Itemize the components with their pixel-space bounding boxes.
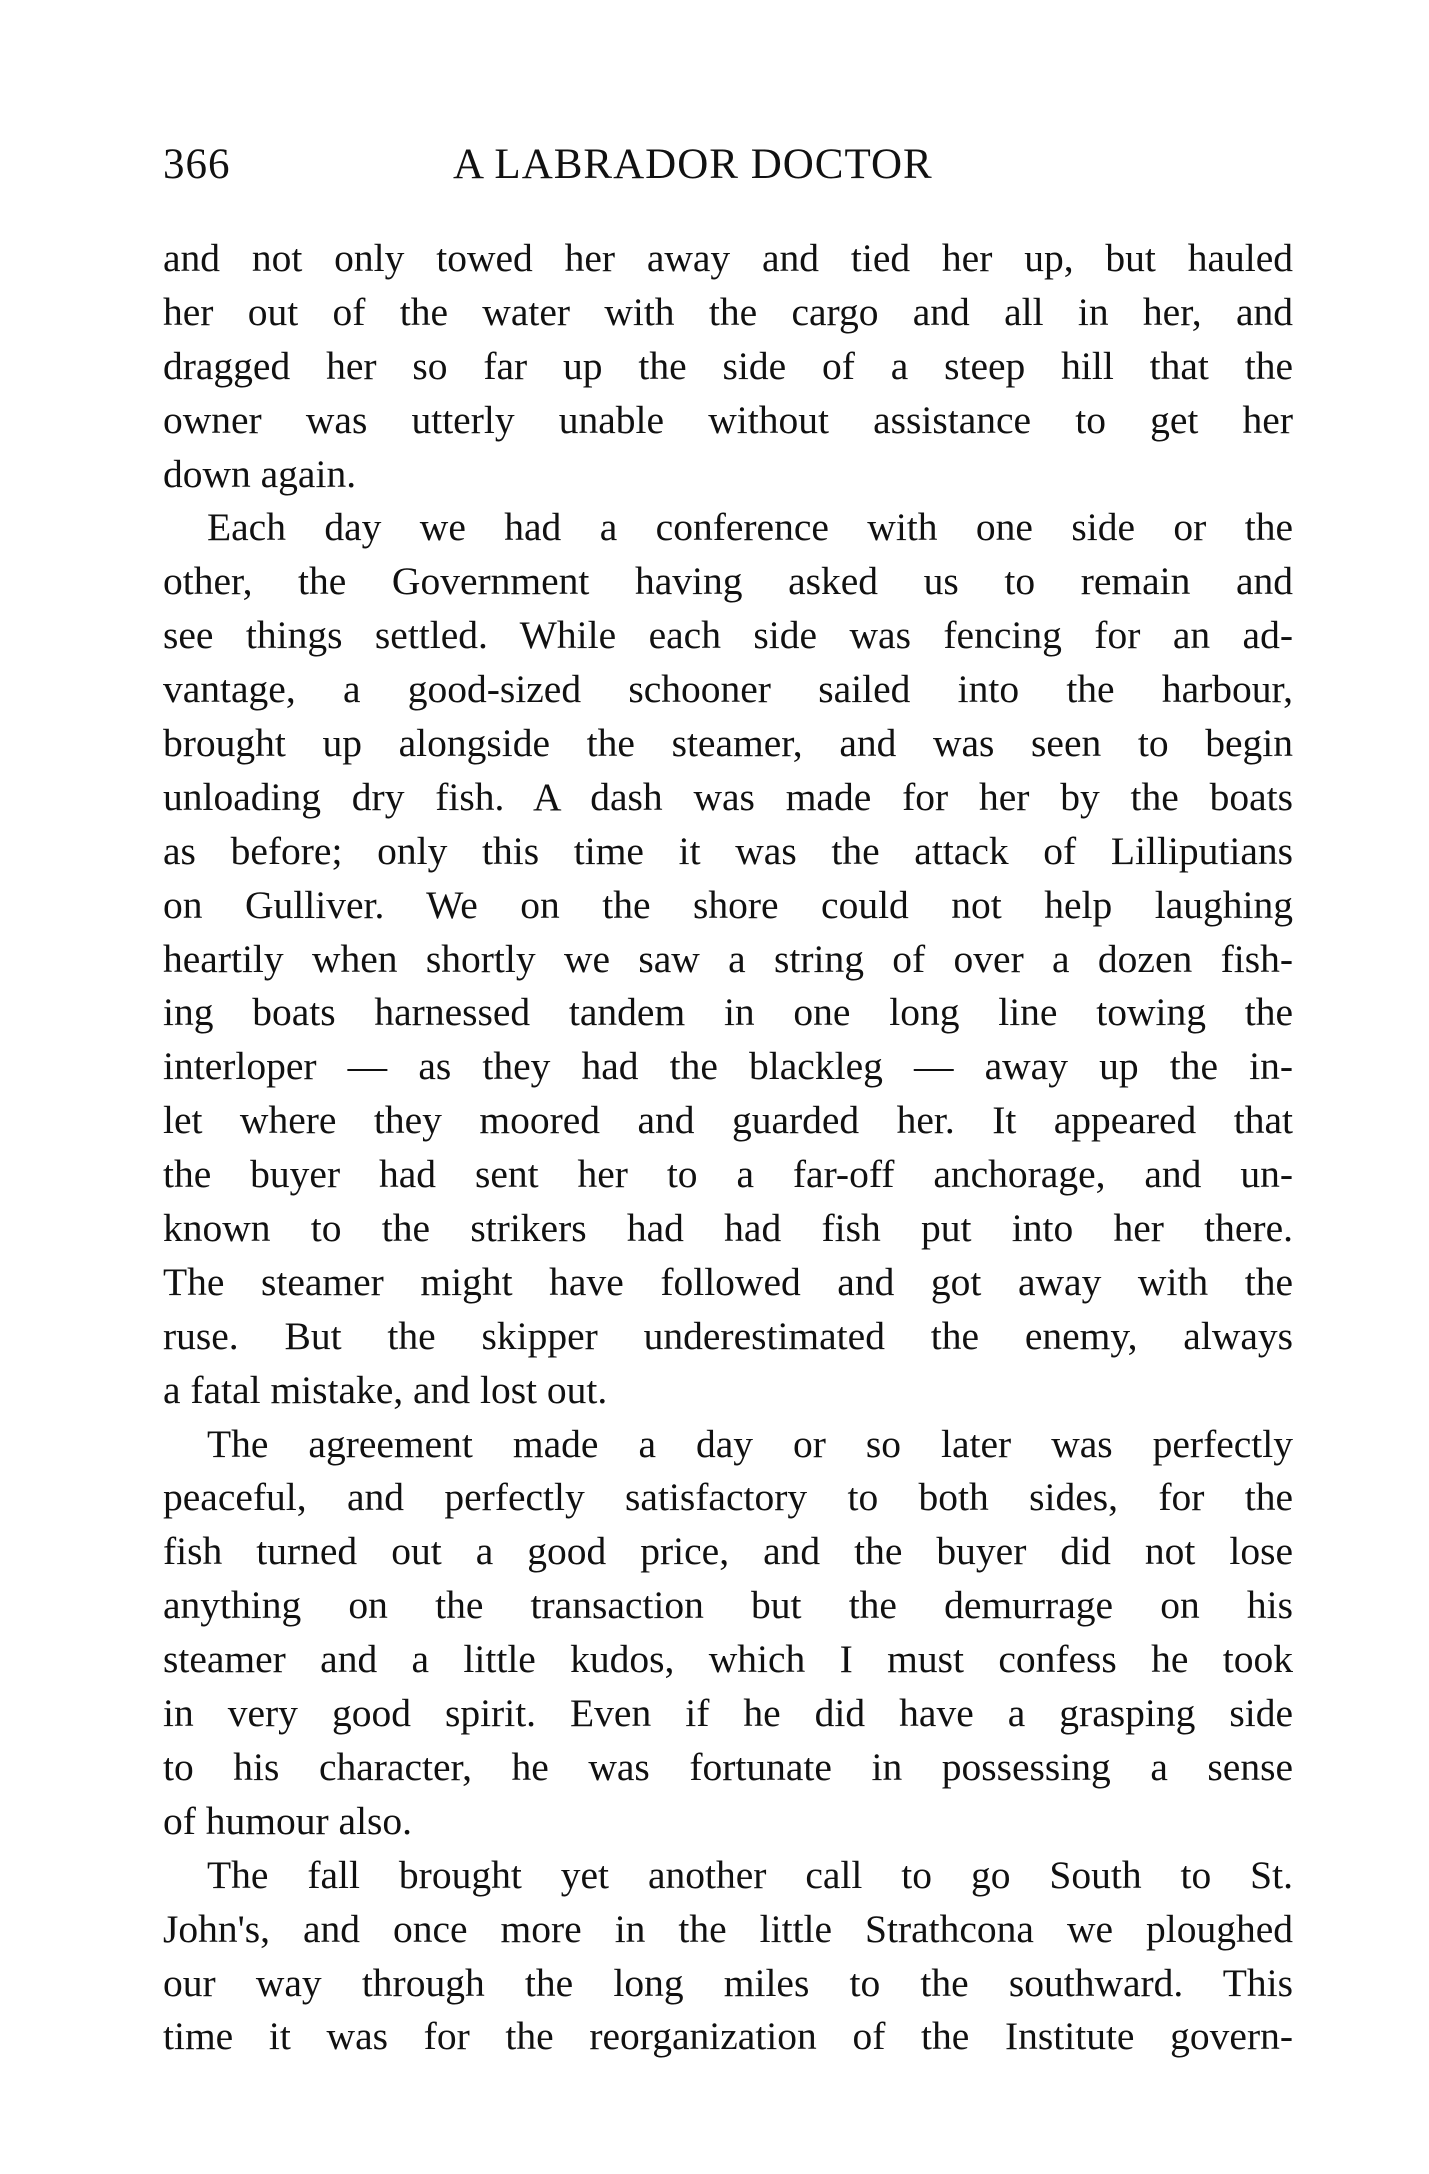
- text-line: in very good spirit. Even if he did have a grasping side: [163, 1691, 1293, 1736]
- text-line: to his character, he was fortunate in possessing a sense: [163, 1744, 1293, 1789]
- text-line: owner was utterly unable without assistance to get her: [163, 397, 1293, 442]
- text-line: and not only towed her away and tied her up, but hauled: [163, 236, 1293, 280]
- page-number: 366: [163, 141, 231, 188]
- paragraph: [163, 1418, 1293, 1849]
- text-line: John's, and once more in the little Strathcona we ploughed: [163, 1906, 1293, 1951]
- text-line: The steamer might have followed and got away with the: [163, 1259, 1293, 1304]
- text-line: interloper — as they had the blackleg — away up the in-: [163, 1044, 1293, 1089]
- text-line: the buyer had sent her to a far-off anchorage, and un-: [163, 1152, 1293, 1197]
- page-header: [163, 140, 1293, 200]
- text-line: peaceful, and perfectly satisfactory to both sides, for the: [163, 1475, 1293, 1520]
- text-line: unloading dry fish. A dash was made for her by the boats: [163, 774, 1293, 819]
- text-line: The agreement made a day or so later was perfectly: [207, 1421, 1293, 1466]
- text-line: ing boats harnessed tandem in one long line towing the: [163, 990, 1293, 1035]
- text-line: our way through the long miles to the southward. This: [163, 1960, 1293, 2005]
- text-line: brought up alongside the steamer, and was seen to begin: [163, 721, 1293, 766]
- text-line: dragged her so far up the side of a steep hill that the: [163, 343, 1293, 388]
- text-line: heartily when shortly we saw a string of over a dozen fish-: [163, 936, 1293, 981]
- text-line: as before; only this time it was the attack of Lilliputians: [163, 828, 1293, 873]
- text-line: time it was for the reorganization of the Institute govern-: [163, 2014, 1293, 2059]
- body-text: [163, 232, 1293, 2064]
- text-line: vantage, a good-sized schooner sailed into the harbour,: [163, 667, 1293, 712]
- paragraph: [163, 232, 1293, 501]
- text-line: other, the Government having asked us to remain and: [163, 559, 1293, 604]
- paragraph: [163, 1849, 1293, 2065]
- text-line: known to the strikers had had fish put into her there.: [163, 1206, 1293, 1251]
- text-line: down again.: [163, 451, 357, 496]
- paragraph: [163, 501, 1293, 1417]
- text-line: of humour also.: [163, 1798, 413, 1843]
- text-line: Each day we had a conference with one side or the: [207, 505, 1293, 550]
- text-line: on Gulliver. We on the shore could not help laughing: [163, 882, 1293, 927]
- text-line: a fatal mistake, and lost out.: [163, 1367, 608, 1412]
- text-line: anything on the transaction but the demurrage on his: [163, 1583, 1293, 1628]
- text-line: The fall brought yet another call to go South to St.: [207, 1852, 1293, 1897]
- text-line: steamer and a little kudos, which I must confess he took: [163, 1637, 1293, 1682]
- text-line: her out of the water with the cargo and all in her, and: [163, 289, 1293, 334]
- text-line: ruse. But the skipper underestimated the enemy, always: [163, 1313, 1293, 1358]
- text-line: let where they moored and guarded her. It appeared that: [163, 1098, 1293, 1143]
- text-line: fish turned out a good price, and the buyer did not lose: [163, 1529, 1293, 1574]
- running-title: A LABRADOR DOCTOR: [453, 141, 933, 188]
- text-line: see things settled. While each side was fencing for an ad-: [163, 613, 1293, 658]
